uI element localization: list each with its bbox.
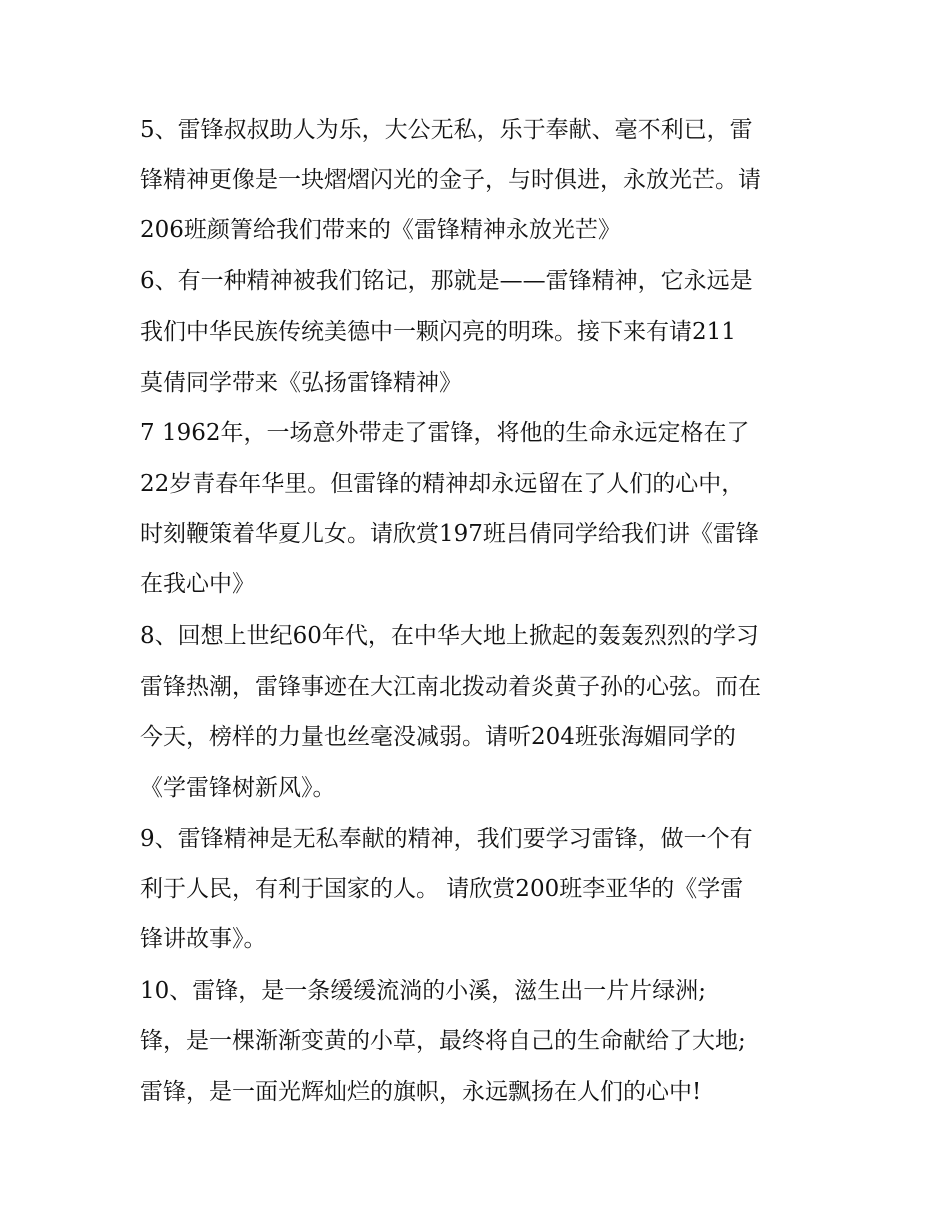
text-line: 锋，是一棵渐渐变黄的小草，最终将自己的生命献给了大地; <box>140 1028 746 1054</box>
text-line: 6、有一种精神被我们铭记，那就是——雷锋精神，它永远是 <box>140 268 753 294</box>
text-line: 10、雷锋，是一条缓缓流淌的小溪，滋生出一片片绿洲; <box>140 978 707 1004</box>
text-line: 锋讲故事》。 <box>140 926 267 952</box>
text-line: 《学雷锋树新风》。 <box>140 775 336 801</box>
text-line: 莫倩同学带来《弘扬雷锋精神》 <box>140 370 462 396</box>
text-line: 8、回想上世纪60年代，在中华大地上掀起的轰轰烈烈的学习 <box>140 623 759 649</box>
text-line: 5、雷锋叔叔助人为乐，大公无私，乐于奉献、毫不利已，雷 <box>140 117 753 143</box>
text-line: 在我心中》 <box>140 571 255 597</box>
text-line: 7 1962年，一场意外带走了雷锋，将他的生命永远定格在了 <box>140 420 750 446</box>
text-line: 9、雷锋精神是无私奉献的精神，我们要学习雷锋，做一个有 <box>140 826 753 852</box>
text-line: 利于人民，有利于国家的人。 请欣赏200班李亚华的《学雷 <box>140 876 744 902</box>
text-line: 雷锋热潮，雷锋事迹在大江南北拨动着炎黄子孙的心弦。而在 <box>140 674 761 700</box>
text-line: 我们中华民族传统美德中一颗闪亮的明珠。接下来有请211 <box>140 319 736 345</box>
text-line: 206班颜箐给我们带来的《雷锋精神永放光芒》 <box>140 217 621 243</box>
text-line: 22岁青春年华里。但雷锋的精神却永远留在了人们的心中， <box>140 471 745 497</box>
text-line: 锋精神更像是一块熠熠闪光的金子，与时俱进，永放光芒。请 <box>140 167 761 193</box>
text-line: 今天，榜样的力量也丝毫没减弱。请听204班张海媚同学的 <box>140 724 736 750</box>
text-line: 雷锋，是一面光辉灿烂的旗帜，永远飘扬在人们的心中! <box>140 1079 702 1105</box>
text-line: 时刻鞭策着华夏儿女。请欣赏197班吕倩同学给我们讲《雷锋 <box>140 521 759 547</box>
